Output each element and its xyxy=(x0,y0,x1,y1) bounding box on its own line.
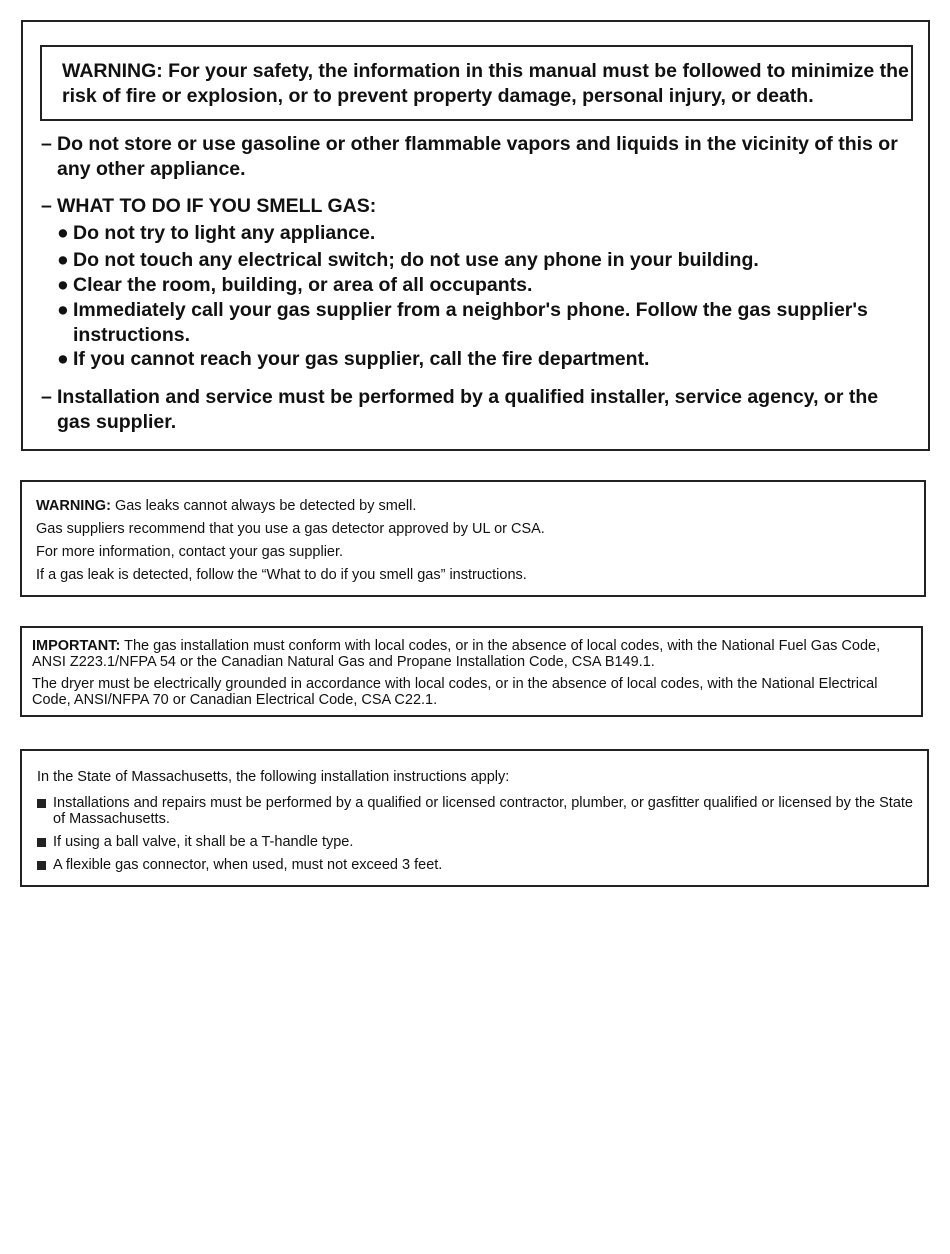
list-item-text: A flexible gas connector, when used, must not exceed 3 feet. xyxy=(53,857,443,873)
list-item xyxy=(57,298,907,348)
bullet-icon: ● xyxy=(57,222,69,244)
list-item xyxy=(57,347,907,372)
bullet-text: If you cannot reach your gas supplier, call the fire department. xyxy=(73,348,650,370)
dash-marker: – xyxy=(41,133,52,155)
massachusetts-box xyxy=(20,749,929,887)
installation-service-item xyxy=(41,385,911,435)
gas-code-paragraph xyxy=(32,638,911,670)
gas-code-text: The gas installation must conform with local codes, or in the absence of local codes, with the National Fuel Gas Code, ANSI Z223.1/NFPA 54 or the Canadian Natural Gas and Propane Installation Code, CSA B149.1. xyxy=(32,638,881,670)
list-item xyxy=(37,795,913,827)
important-label: IMPORTANT: xyxy=(32,638,121,654)
square-bullet-icon xyxy=(37,799,46,808)
list-item xyxy=(57,221,907,246)
warning-label: WARNING: xyxy=(36,498,111,514)
safety-warning-box xyxy=(21,20,930,451)
list-item-text: If using a ball valve, it shall be a T-handle type. xyxy=(53,834,354,850)
gas-leak-text: Gas leaks cannot always be detected by smell. xyxy=(110,498,417,514)
bullet-icon: ● xyxy=(57,249,69,271)
dash-marker: – xyxy=(41,195,52,217)
list-item-text: Installations and repairs must be performed by a qualified or licensed contractor, plumber, or gasfitter qualified or licensed by the State of Massachusetts. xyxy=(53,795,913,827)
list-item xyxy=(37,834,913,850)
warning-header: WARNING: For your safety, the information in this manual must be followed to minimize the risk of fire or explosion, or to prevent property damage, personal injury, or death. xyxy=(40,45,913,121)
bullet-text: Immediately call your gas supplier from a neighbor's phone. Follow the gas supplier's instructions. xyxy=(73,299,868,346)
list-item xyxy=(37,857,913,873)
smell-gas-heading: WHAT TO DO IF YOU SMELL GAS: xyxy=(57,195,377,217)
gas-leak-line xyxy=(36,497,910,520)
massachusetts-intro: In the State of Massachusetts, the following installation instructions apply: xyxy=(37,769,510,785)
flammable-warning-item xyxy=(41,132,911,182)
bullet-text: Do not touch any electrical switch; do not use any phone in your building. xyxy=(73,249,759,271)
contact-supplier-line: For more information, contact your gas supplier. xyxy=(36,544,344,560)
grounding-paragraph: The dryer must be electrically grounded in accordance with local codes, or in the absence of local codes, with the National Electrical Code, ANSI/NFPA 70 or Canadian Electrical Code, CSA C22.1. xyxy=(32,676,878,708)
bullet-icon: ● xyxy=(57,299,69,321)
bullet-text: Do not try to light any appliance. xyxy=(73,222,376,244)
leak-detected-line: If a gas leak is detected, follow the “What to do if you smell gas” instructions. xyxy=(36,567,527,583)
installation-service-text: Installation and service must be performed by a qualified installer, service agency, or the gas supplier. xyxy=(57,386,879,433)
list-item xyxy=(57,273,907,298)
important-box xyxy=(20,626,923,717)
bullet-icon: ● xyxy=(57,348,69,370)
dash-marker: – xyxy=(41,386,52,408)
gas-detector-line: Gas suppliers recommend that you use a gas detector approved by UL or CSA. xyxy=(36,521,545,537)
gas-leak-warning-box xyxy=(20,480,926,597)
smell-gas-heading-item xyxy=(41,194,911,219)
square-bullet-icon xyxy=(37,861,46,870)
bullet-icon: ● xyxy=(57,274,69,296)
square-bullet-icon xyxy=(37,838,46,847)
flammable-warning-text: Do not store or use gasoline or other flammable vapors and liquids in the vicinity of this or any other appliance. xyxy=(57,133,898,180)
bullet-text: Clear the room, building, or area of all occupants. xyxy=(73,274,533,296)
list-item xyxy=(57,248,907,273)
